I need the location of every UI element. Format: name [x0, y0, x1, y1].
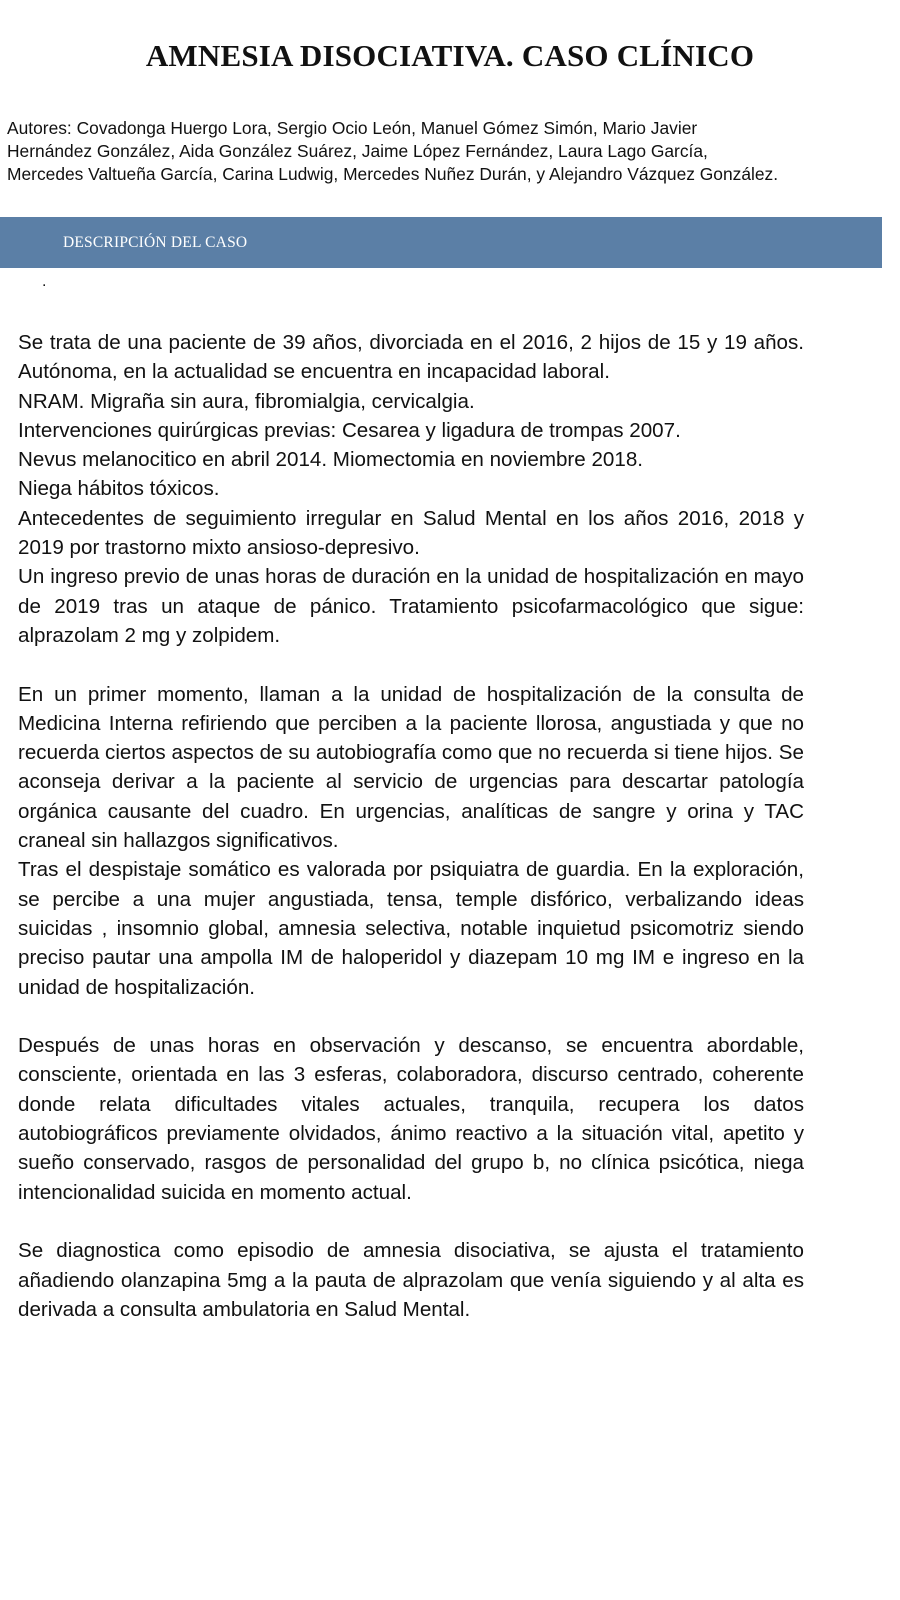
paragraph: Después de unas horas en observación y descanso, se encuentra abordable, consciente, orientada en las 3 esferas, colaboradora, discurso centrado, coherente donde relata dificultades vitales actuales, tranquila, recupera los datos autobiográficos previamente olvidados, ánimo reactivo a la situación vital, apetito y sueño conservado, rasgos de personalidad del grupo b, no clínica psicótica, niega intencionalidad suicida en momento actual.: [18, 1034, 804, 1204]
paragraph: Un ingreso previo de unas horas de duración en la unidad de hospitalización en mayo de 2019 tras un ataque de pánico. Tratamiento psicofarmacológico que sigue: alprazolam 2 mg y zolpidem.: [18, 565, 804, 647]
section-title: DESCRIPCIÓN DEL CASO: [63, 234, 248, 251]
paragraph: NRAM. Migraña sin aura, fibromialgia, cervicalgia.: [18, 389, 475, 413]
paragraph: Se trata de una paciente de 39 años, divorciada en el 2016, 2 hijos de 15 y 19 años. Autónoma, en la actualidad se encuentra en incapacidad laboral.: [18, 331, 804, 384]
authors-line: Autores: Covadonga Huergo Lora, Sergio Ocio León, Manuel Gómez Simón, Mario Javier: [7, 118, 698, 138]
paragraph: Niega hábitos tóxicos.: [18, 477, 220, 501]
paragraph: Tras el despistaje somático es valorada por psiquiatra de guardia. En la exploración, se percibe a una mujer angustiada, tensa, temple disfórico, verbalizando ideas suicidas , insomnio global, amnesia selectiva, notable inquietud psicomotriz siendo preciso pautar una ampolla IM de haloperidol y diazepam 10 mg IM e ingreso en la unidad de hospitalización.: [18, 858, 804, 999]
paragraph: Se diagnostica como episodio de amnesia disociativa, se ajusta el tratamiento añadiendo olanzapina 5mg a la pauta de alprazolam que venía siguiendo y al alta es derivada a consulta ambulatoria en Salud Mental.: [18, 1239, 804, 1321]
paragraph: Intervenciones quirúrgicas previas: Cesarea y ligadura de trompas 2007.: [18, 418, 681, 442]
paragraph: Antecedentes de seguimiento irregular en Salud Mental en los años 2016, 2018 y 2019 por trastorno mixto ansioso-depresivo.: [18, 506, 804, 560]
authors-line: Mercedes Valtueña García, Carina Ludwig, Mercedes Nuñez Durán, y Alejandro Vázquez González.: [7, 164, 779, 184]
authors-block: [7, 117, 892, 186]
paragraph: Nevus melanocitico en abril 2014. Miomectomia en noviembre 2018.: [18, 448, 644, 472]
document-title: AMNESIA DISOCIATIVA. CASO CLÍNICO: [145, 38, 755, 73]
stray-mark: .: [42, 273, 47, 290]
paragraph: En un primer momento, llaman a la unidad de hospitalización de la consulta de Medicina Interna refiriendo que perciben a la paciente llorosa, angustiada y que no recuerda ciertos aspectos de su autobiografía como que no recuerda si tiene hijos. Se aconseja derivar a la paciente al servicio de urgencias para descartar patología orgánica causante del cuadro. En urgencias, analíticas de sangre y orina y TAC craneal sin hallazgos significativos.: [18, 682, 804, 853]
section-header-bar: [0, 217, 882, 268]
case-description: [18, 328, 804, 1324]
authors-line: Hernández González, Aida González Suárez, Jaime López Fernández, Laura Lago García,: [7, 141, 708, 161]
